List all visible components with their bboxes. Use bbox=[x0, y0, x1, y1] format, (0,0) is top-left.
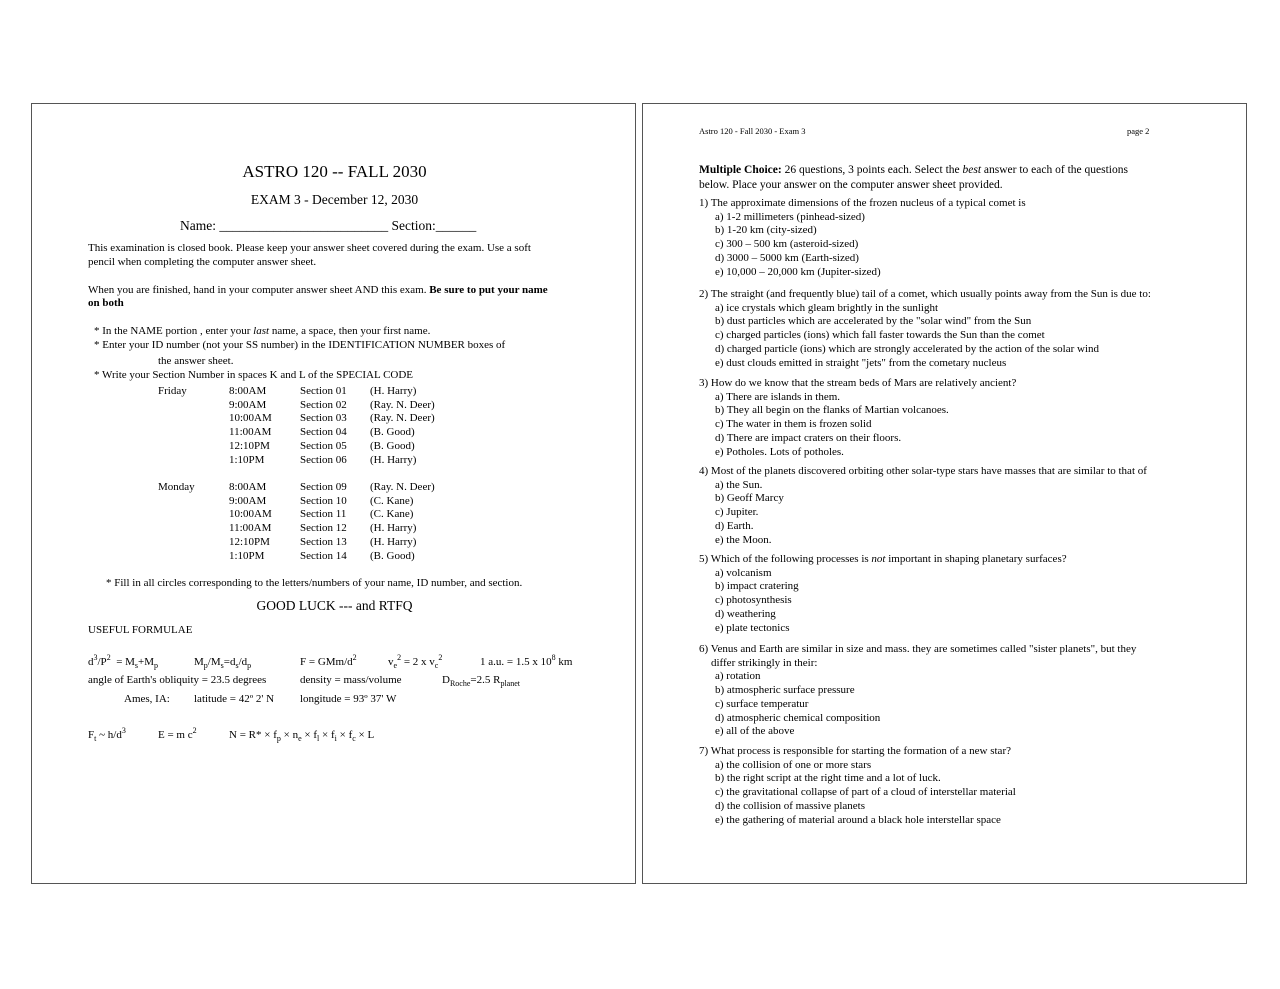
question-7 bbox=[699, 745, 1016, 827]
answer-option: b) atmospheric surface pressure bbox=[715, 684, 855, 697]
formula-tidal: $F_t$ ~ $h/d^3$ bbox=[88, 726, 126, 743]
answer-option: b) They all begin on the flanks of Martian volcanoes. bbox=[715, 404, 949, 417]
answer-option: b) impact cratering bbox=[715, 580, 799, 593]
answer-option: d) atmospheric chemical composition bbox=[715, 711, 881, 724]
schedule-time: 9:00AM bbox=[229, 398, 267, 411]
schedule-time: 12:10PM bbox=[229, 439, 270, 452]
monday-instructors bbox=[370, 481, 435, 563]
schedule-section: Section 13 bbox=[300, 535, 347, 548]
bullet-name bbox=[94, 325, 430, 338]
formula-kepler: $d^3/P^2 = M_s+M_p$ bbox=[88, 653, 159, 670]
schedule-instructor: (B. Good) bbox=[370, 549, 415, 562]
schedule-instructor: (H. Harry) bbox=[370, 535, 417, 548]
answer-option: b) dust particles which are accelerated by the "solar wind" from the Sun bbox=[715, 315, 1032, 328]
intro-line-1: This examination is closed book. Please keep your answer sheet covered during the exam. Use a soft bbox=[88, 242, 531, 254]
schedule-instructor: (Ray. N. Deer) bbox=[370, 481, 435, 493]
mc-instructions: Multiple Choice: 26 questions, 3 points each. Select the best answer to each of the questions bbox=[699, 164, 1128, 176]
formula-mass-ratio: $M_p/M_s=d_s/d_p$ bbox=[194, 656, 252, 670]
question-stem: 5) Which of the following processes is not important in shaping planetary surfaces? bbox=[699, 553, 1067, 565]
monday-sections bbox=[300, 481, 347, 563]
exam-date-line: EXAM 3 - December 12, 2030 bbox=[250, 192, 419, 207]
bullet1-a: * In the NAME portion , enter your bbox=[94, 325, 254, 337]
schedule-section: Section 06 bbox=[300, 453, 347, 466]
schedule-time: 8:00AM bbox=[229, 481, 267, 493]
answer-option: e) plate tectonics bbox=[715, 621, 790, 634]
schedule-instructor: (H. Harry) bbox=[370, 453, 417, 466]
answer-option: a) the Sun. bbox=[715, 478, 763, 491]
schedule-instructor: (Ray. N. Deer) bbox=[370, 398, 435, 411]
bullet1-b: name, a space, then your first name. bbox=[269, 325, 431, 337]
good-luck: GOOD LUCK --- and RTFQ bbox=[256, 598, 413, 613]
schedule-section: Section 11 bbox=[300, 508, 347, 521]
finish-plain: When you are finished, hand in your computer answer sheet AND this exam. bbox=[88, 284, 430, 296]
fill-circles-note: * Fill in all circles corresponding to the letters/numbers of your name, ID number, and section. bbox=[106, 577, 523, 589]
answer-option: a) the collision of one or more stars bbox=[715, 758, 872, 771]
question-stem: 3) How do we know that the stream beds of Mars are relatively ancient? bbox=[699, 377, 1017, 389]
question-stem: 1) The approximate dimensions of the frozen nucleus of a typical comet is bbox=[699, 197, 1026, 209]
running-header: Astro 120 - Fall 2030 - Exam 3 bbox=[699, 126, 806, 136]
question-6 bbox=[699, 643, 1136, 739]
answer-option: c) charged particles (ions) which fall faster towards the Sun than the comet bbox=[715, 329, 1045, 342]
answer-option: a) There are islands in them. bbox=[715, 390, 841, 403]
question-4 bbox=[699, 465, 1147, 547]
answer-option: c) surface temperatur bbox=[715, 697, 809, 710]
question-stem: 4) Most of the planets discovered orbiting other solar-type stars have masses that are similar to that of bbox=[699, 465, 1147, 477]
question-stem: 7) What process is responsible for starting the formation of a new star? bbox=[699, 745, 1011, 757]
page-number: page 2 bbox=[1127, 126, 1150, 136]
answer-option: a) 1-2 millimeters (pinhead-sized) bbox=[715, 210, 865, 223]
schedule-instructor: (C. Kane) bbox=[370, 508, 414, 521]
formula-roche: $D_{Roche}=2.5$ $R_{planet}$ bbox=[442, 674, 520, 688]
formula-drake: $N = R* \times f_p \times n_e \times f_l \times f_i \times f_c \times L$ bbox=[229, 729, 375, 743]
answer-option: b) 1-20 km (city-sized) bbox=[715, 224, 817, 237]
answer-option: b) Geoff Marcy bbox=[715, 492, 784, 505]
question-stem: 2) The straight (and frequently blue) tail of a comet, which usually points away from the Sun is due to: bbox=[699, 288, 1151, 300]
question-stem-cont: differ strikingly in their: bbox=[711, 656, 818, 669]
answer-option: c) The water in them is frozen solid bbox=[715, 418, 872, 431]
answer-option: e) the gathering of material around a black hole interstellar space bbox=[715, 813, 1001, 826]
answer-option: e) the Moon. bbox=[715, 533, 772, 546]
exam-questions-page bbox=[642, 103, 1247, 884]
answer-option: e) 10,000 – 20,000 km (Jupiter-sized) bbox=[715, 265, 881, 278]
name-section-line: Name: _________________________ Section:______ bbox=[180, 218, 477, 233]
bullet-section: * Write your Section Number in spaces K and L of the SPECIAL CODE bbox=[94, 369, 414, 381]
monday-label: Monday bbox=[158, 481, 195, 493]
friday-instructors bbox=[370, 385, 435, 467]
ames-latitude: latitude = 42º 2' N bbox=[194, 693, 275, 705]
ames-label: Ames, IA: bbox=[124, 693, 170, 705]
answer-option: b) the right script at the right time and a lot of luck. bbox=[715, 772, 941, 785]
schedule-instructor: (H. Harry) bbox=[370, 385, 417, 397]
schedule-time: 10:00AM bbox=[229, 412, 272, 425]
schedule-instructor: (C. Kane) bbox=[370, 494, 414, 507]
formula-gravity: F = GMm/$d^2$ bbox=[300, 653, 357, 668]
answer-option: a) ice crystals which gleam brightly in the sunlight bbox=[715, 301, 939, 314]
schedule-section: Section 09 bbox=[300, 481, 347, 493]
schedule-time: 1:10PM bbox=[229, 453, 265, 466]
answer-option: a) volcanism bbox=[715, 566, 772, 579]
schedule-time: 10:00AM bbox=[229, 508, 272, 521]
schedule-section: Section 05 bbox=[300, 439, 347, 452]
question-2 bbox=[699, 288, 1151, 370]
schedule-section: Section 10 bbox=[300, 494, 347, 507]
monday-times bbox=[229, 481, 272, 563]
answer-option: d) There are impact craters on their floors. bbox=[715, 431, 902, 444]
answer-option: d) Earth. bbox=[715, 519, 754, 532]
friday-sections bbox=[300, 385, 347, 467]
answer-option: d) weathering bbox=[715, 607, 776, 620]
question-1 bbox=[699, 197, 1026, 279]
schedule-section: Section 12 bbox=[300, 522, 347, 535]
answer-option: e) Potholes. Lots of potholes. bbox=[715, 445, 844, 458]
answer-option: e) dust clouds emitted in straight "jets" from the cometary nucleus bbox=[715, 356, 1007, 369]
schedule-instructor: (B. Good) bbox=[370, 426, 415, 439]
schedule-section: Section 03 bbox=[300, 412, 347, 425]
finish-bold: Be sure to put your name bbox=[429, 284, 548, 296]
question-3 bbox=[699, 377, 1016, 459]
question-5 bbox=[699, 553, 1067, 635]
schedule-section: Section 02 bbox=[300, 398, 347, 411]
exam-title: ASTRO 120 -- FALL 2030 bbox=[242, 162, 427, 181]
answer-option: c) 300 – 500 km (asteroid-sized) bbox=[715, 238, 859, 251]
mc-heading: Multiple Choice: bbox=[699, 164, 782, 176]
ames-longitude: longitude = 93º 37' W bbox=[300, 693, 397, 705]
bullet1-em: last bbox=[253, 325, 270, 337]
friday-times bbox=[229, 385, 272, 467]
answer-option: c) the gravitational collapse of part of a cloud of interstellar material bbox=[715, 786, 1016, 799]
formula-escape: $v_e^2 = 2$ x $v_c^2$ bbox=[388, 653, 443, 670]
question-stem: 6) Venus and Earth are similar in size and mass. they are sometimes called "sister planets", but they bbox=[699, 643, 1137, 655]
finish-bold-cont: on both bbox=[88, 297, 124, 309]
schedule-instructor: (B. Good) bbox=[370, 439, 415, 452]
schedule-time: 11:00AM bbox=[229, 426, 272, 439]
answer-option: d) charged particle (ions) which are strongly accelerated by the action of the solar wind bbox=[715, 342, 1100, 355]
intro-line-2: pencil when completing the computer answer sheet. bbox=[88, 256, 317, 268]
schedule-time: 8:00AM bbox=[229, 385, 267, 397]
schedule-instructor: (Ray. N. Deer) bbox=[370, 412, 435, 425]
schedule-section: Section 14 bbox=[300, 549, 347, 562]
answer-option: c) Jupiter. bbox=[715, 506, 759, 519]
finish-instructions bbox=[88, 284, 548, 297]
schedule-section: Section 04 bbox=[300, 426, 347, 439]
formulae-heading: USEFUL FORMULAE bbox=[88, 624, 193, 636]
bullet-id-cont: the answer sheet. bbox=[158, 355, 234, 367]
schedule-time: 9:00AM bbox=[229, 494, 267, 507]
formula-au: 1 a.u. = 1.5 x $10^8$ km bbox=[480, 653, 573, 668]
bullet-id: * Enter your ID number (not your SS number) in the IDENTIFICATION NUMBER boxes of bbox=[94, 339, 506, 351]
schedule-instructor: (H. Harry) bbox=[370, 522, 417, 535]
schedule-section: Section 01 bbox=[300, 385, 347, 397]
answer-option: a) rotation bbox=[715, 670, 761, 683]
schedule-time: 11:00AM bbox=[229, 522, 272, 535]
schedule-time: 1:10PM bbox=[229, 549, 265, 562]
mc-instructions-line2: below. Place your answer on the computer answer sheet provided. bbox=[699, 179, 1003, 191]
friday-label: Friday bbox=[158, 385, 187, 397]
exam-cover-page bbox=[31, 103, 636, 884]
answer-option: c) photosynthesis bbox=[715, 594, 792, 607]
answer-option: d) 3000 – 5000 km (Earth-sized) bbox=[715, 251, 859, 264]
answer-option: d) the collision of massive planets bbox=[715, 799, 865, 812]
formula-density: density = mass/volume bbox=[300, 674, 402, 686]
answer-option: e) all of the above bbox=[715, 725, 795, 738]
formula-obliquity: angle of Earth's obliquity = 23.5 degrees bbox=[88, 674, 267, 686]
schedule-time: 12:10PM bbox=[229, 535, 270, 548]
formula-energy: E = m $c^2$ bbox=[158, 726, 197, 741]
